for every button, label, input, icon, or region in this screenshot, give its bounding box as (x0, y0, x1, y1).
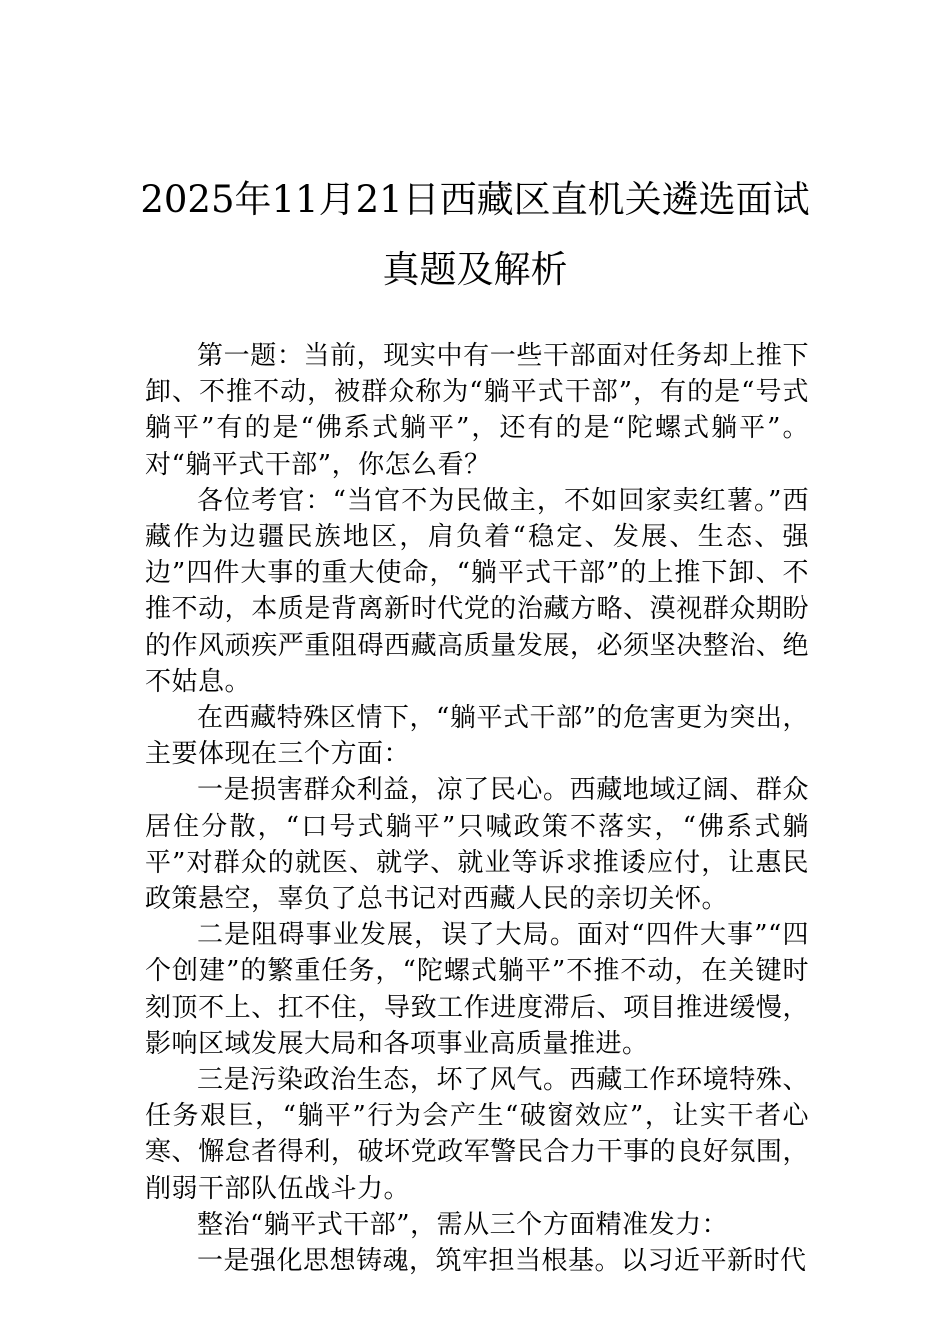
paragraph-opening: 各位考官：“当官不为民做主，不如回家卖红薯。”西藏作为边疆民族地区，肩负着“稳定、发展、生态、强边”四件大事的重大使命，“躺平式干部”的上推下卸、不推不动，本质是背离新时代党的治藏方略、漠视群众期盼的作风顽疾严重阻碍西藏高质量发展，必须坚决整治、绝不姑息。 (145, 485, 809, 697)
paragraph-harm-1: 一是损害群众利益，凉了民心。西藏地域辽阔、群众居住分散，“口号式躺平”只喊政策不落实，“佛系式躺平”对群众的就医、就学、就业等诉求推诿应付，让惠民政策悬空，辜负了总书记对西藏人民的亲切关怀。 (145, 775, 809, 915)
paragraph-harms-intro: 在西藏特殊区情下，“躺平式干部”的危害更为突出，主要体现在三个方面： (145, 703, 809, 770)
document-body (145, 338, 809, 1279)
document-title-line-1: 2025年11月21日西藏区直机关遴选面试 (140, 178, 810, 221)
paragraph-harm-2: 二是阻碍事业发展，误了大局。面对“四件大事”“四个创建”的繁重任务，“陀螺式躺平”不推不动，在关键时刻顶不上、扛不住，导致工作进度滞后、项目推进缓慢，影响区域发展大局和各项事业高质量推进。 (145, 920, 809, 1059)
paragraph-measure-1: 一是强化思想铸魂，筑牢担当根基。以习近平新时代 (197, 1246, 807, 1277)
document-title-line-2: 真题及解析 (382, 248, 568, 291)
paragraph-measures-intro: 整治“躺平式干部”，需从三个方面精准发力： (197, 1209, 729, 1240)
paragraph-question: 第一题：当前，现实中有一些干部面对任务却上推下卸、不推不动，被群众称为“躺平式干部”，有的是“号式躺平”有的是“佛系式躺平”，还有的是“陀螺式躺平”。对“躺平式干部”，你怎么看？ (145, 341, 809, 480)
paragraph-harm-3: 三是污染政治生态，坏了风气。西藏工作环境特殊、任务艰巨，“躺平”行为会产生“破窗效应”，让实干者心寒、懈怠者得利，破坏党政军警民合力干事的良好氛围，削弱干部队伍战斗力。 (145, 1065, 809, 1204)
